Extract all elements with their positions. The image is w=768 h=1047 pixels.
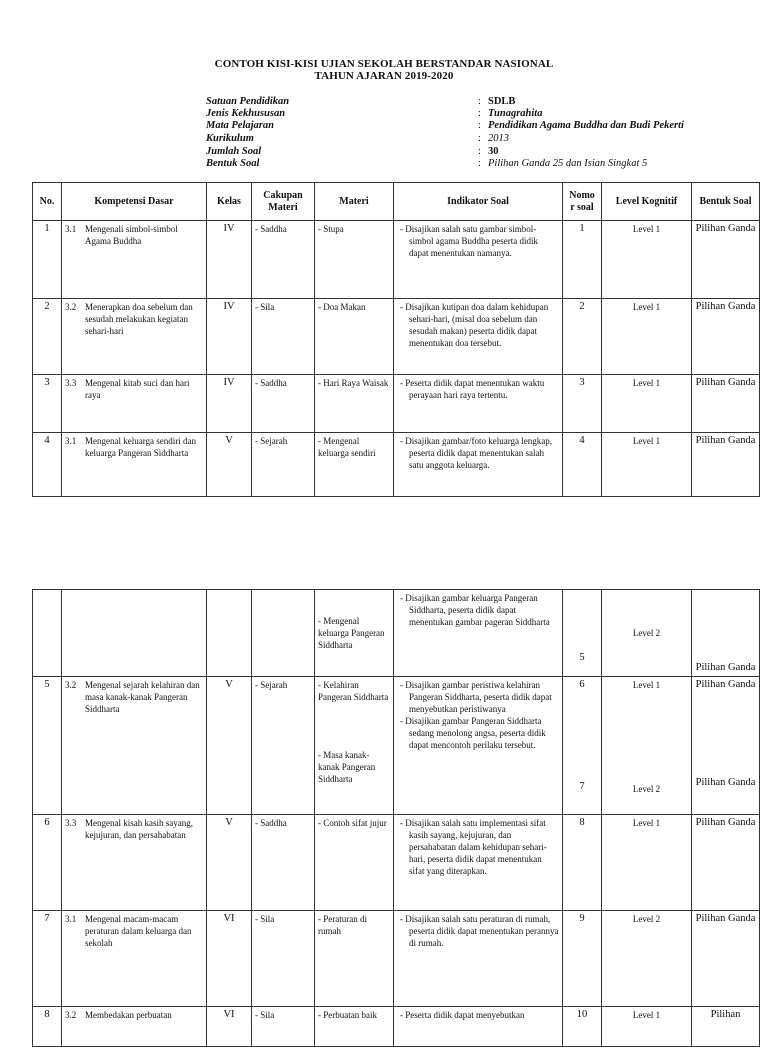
cell-level: Level 1 — [602, 433, 692, 497]
kd-text: Mengenal kitab suci dan hari raya — [85, 378, 190, 400]
cell-cakupan: - Sila — [252, 911, 315, 1007]
table-row — [33, 299, 760, 375]
nomor-a: 6 — [579, 679, 585, 690]
kd-code: 3.1 — [65, 914, 77, 924]
kd-code: 3.1 — [65, 436, 77, 446]
cell-bentuk: Pilihan Ganda — [692, 590, 760, 677]
kd-text: Membedakan perbuatan — [85, 1010, 172, 1020]
cell-materi: - Stupa — [315, 221, 394, 299]
cell-bentuk: Pilihan Ganda — [692, 299, 760, 375]
cell-kd — [62, 911, 207, 1007]
cell-indikator — [394, 1007, 563, 1047]
cell-nomor: 3 — [563, 375, 602, 433]
indikator-b: - Disajikan gambar Pangeran Siddharta sedang menolong angsa, peserta didik dapat mencontoh perilaku tersebut. — [400, 716, 546, 750]
cell-bentuk: Pilihan Ganda — [692, 911, 760, 1007]
level-a: Level 1 — [632, 680, 661, 690]
table-row — [33, 375, 760, 433]
meta-label: Bentuk Soal — [206, 158, 260, 169]
column-header: Level Kognitif — [602, 183, 692, 221]
cell-nomor: 9 — [563, 911, 602, 1007]
cell-cakupan: - Sila — [252, 1007, 315, 1047]
cell-level: Level 1 — [602, 375, 692, 433]
indikator-text: - Disajikan salah satu peraturan di rumah, peserta didik dapat menentukan perannya di rumah. — [400, 914, 559, 948]
bentuk-a: Pilihan Ganda — [695, 679, 756, 690]
cell-bentuk: Pilihan — [692, 1007, 760, 1047]
cell-level: Level 1 — [602, 299, 692, 375]
cell-cakupan: - Saddha — [252, 221, 315, 299]
meta-colon: : — [478, 158, 481, 169]
cell-kelas: IV — [207, 375, 252, 433]
table-row — [33, 221, 760, 299]
cell-kelas — [207, 590, 252, 677]
cell-materi: - Doa Makan — [315, 299, 394, 375]
meta-colon: : — [478, 108, 481, 119]
cell-nomor: 4 — [563, 433, 602, 497]
cell-kelas: V — [207, 433, 252, 497]
indikator-text: - Disajikan salah satu gambar simbol-simbol agama Buddha peserta didik dapat menentukan namanya. — [400, 224, 538, 258]
cell-level: Level 1 — [602, 1007, 692, 1047]
table-row — [33, 911, 760, 1007]
meta-value: SDLB — [488, 96, 516, 107]
grid-table-page1 — [32, 182, 760, 497]
cell-level — [602, 677, 692, 815]
cell-level: Level 1 — [602, 221, 692, 299]
meta-label: Mata Pelajaran — [206, 120, 274, 131]
table-row — [33, 590, 760, 677]
cell-kd — [62, 299, 207, 375]
kd-text: Mengenal kisah kasih sayang, kejujuran, dan persahabatan — [85, 818, 193, 840]
kd-text: Mengenal sejarah kelahiran dan masa kanak-kanak Pangeran Siddharta — [85, 680, 200, 714]
cell-bentuk: Pilihan Ganda — [692, 433, 760, 497]
meta-value: Pilihan Ganda 25 dan Isian Singkat 5 — [488, 158, 648, 169]
grid-table-page2 — [32, 589, 760, 1047]
cell-kd — [62, 815, 207, 911]
cell-no: 8 — [33, 1007, 62, 1047]
cell-materi: - Hari Raya Waisak — [315, 375, 394, 433]
cell-no: 5 — [33, 677, 62, 815]
cell-no: 2 — [33, 299, 62, 375]
cell-materi: - Peraturan di rumah — [315, 911, 394, 1007]
cell-cakupan: - Sila — [252, 299, 315, 375]
column-header: Bentuk Soal — [692, 183, 760, 221]
cell-kd — [62, 433, 207, 497]
cell-materi — [315, 677, 394, 815]
cell-materi: - Mengenal keluarga Pangeran Siddharta — [315, 590, 394, 677]
meta-label: Jumlah Soal — [206, 146, 262, 157]
indikator-a: - Disajikan gambar peristiwa kelahiran Pangeran Siddharta, peserta didik dapat menyebutkan peristiwanya — [400, 680, 552, 714]
cell-kelas: IV — [207, 221, 252, 299]
kd-text: Mengenal macam-macam peraturan dalam keluarga dan sekolah — [85, 914, 192, 948]
kd-text: Mengenal keluarga sendiri dan keluarga Pangeran Siddharta — [85, 436, 197, 458]
cell-nomor: 2 — [563, 299, 602, 375]
cell-nomor: 8 — [563, 815, 602, 911]
cell-materi: - Perbuatan baik — [315, 1007, 394, 1047]
cell-kelas: VI — [207, 911, 252, 1007]
cell-kd — [62, 221, 207, 299]
indikator-text: - Peserta didik dapat menentukan waktu perayaan hari raya tertentu. — [400, 378, 545, 400]
kd-text: Menerapkan doa sebelum dan sesudah melakukan kegiatan sehari-hari — [85, 302, 193, 336]
table-row — [33, 433, 760, 497]
cell-no: 6 — [33, 815, 62, 911]
indikator-text: - Disajikan gambar keluarga Pangeran Siddharta, peserta didik dapat menentukan gambar pageran Siddharta — [400, 593, 550, 627]
cell-kelas: V — [207, 815, 252, 911]
column-header: Nomo r soal — [563, 183, 602, 221]
kd-code: 3.1 — [65, 224, 77, 234]
column-header: Kompetensi Dasar — [62, 183, 207, 221]
cell-indikator — [394, 375, 563, 433]
column-header: Materi — [315, 183, 394, 221]
cell-materi: - Contoh sifat jujur — [315, 815, 394, 911]
cell-no: 1 — [33, 221, 62, 299]
cell-level: Level 2 — [602, 590, 692, 677]
cell-level: Level 2 — [602, 911, 692, 1007]
cell-bentuk: Pilihan Ganda — [692, 815, 760, 911]
cell-indikator — [394, 590, 563, 677]
nomor-b: 7 — [579, 781, 585, 792]
cell-nomor: 1 — [563, 221, 602, 299]
cell-cakupan — [252, 590, 315, 677]
indikator-text: - Disajikan kutipan doa dalam kehidupan sehari-hari, (misal doa sebelum dan sesudah makan) peserta didik dapat menentukan doa tersebut. — [400, 302, 549, 348]
column-header: Cakupan Materi — [252, 183, 315, 221]
cell-cakupan: - Saddha — [252, 815, 315, 911]
indikator-text: - Disajikan gambar/foto keluarga lengkap, peserta didik dapat menentukan salah satu anggota keluarga. — [400, 436, 553, 470]
meta-colon: : — [478, 146, 481, 157]
table-row — [33, 677, 760, 815]
cell-no: 4 — [33, 433, 62, 497]
kd-code: 3.2 — [65, 302, 77, 312]
cell-bentuk — [692, 677, 760, 815]
meta-label: Jenis Kekhususan — [206, 108, 286, 119]
bentuk-b: Pilihan Ganda — [695, 777, 756, 788]
cell-kelas: IV — [207, 299, 252, 375]
cell-level: Level 1 — [602, 815, 692, 911]
indikator-text: - Peserta didik dapat menyebutkan — [400, 1010, 525, 1020]
meta-value: 2013 — [488, 133, 509, 144]
column-header: Kelas — [207, 183, 252, 221]
cell-indikator — [394, 677, 563, 815]
document-title: CONTOH KISI-KISI UJIAN SEKOLAH BERSTANDAR NASIONAL — [214, 58, 554, 70]
cell-kelas: V — [207, 677, 252, 815]
cell-bentuk: Pilihan Ganda — [692, 375, 760, 433]
cell-indikator — [394, 299, 563, 375]
cell-nomor — [563, 677, 602, 815]
cell-cakupan: - Sejarah — [252, 677, 315, 815]
meta-value: 30 — [488, 146, 499, 157]
meta-label: Satuan Pendidikan — [206, 96, 290, 107]
cell-indikator — [394, 911, 563, 1007]
meta-label: Kurikulum — [206, 133, 254, 144]
column-header: Indikator Soal — [394, 183, 563, 221]
meta-value: Pendidikan Agama Buddha dan Budi Pekerti — [488, 120, 684, 131]
cell-kd — [62, 375, 207, 433]
kd-code: 3.3 — [65, 818, 77, 828]
cell-kd — [62, 590, 207, 677]
cell-nomor: 10 — [563, 1007, 602, 1047]
table-header-row — [33, 183, 760, 221]
column-header: No. — [33, 183, 62, 221]
meta-colon: : — [478, 133, 481, 144]
kd-code: 3.2 — [65, 680, 77, 690]
materi-a: - Kelahiran Pangeran Siddharta — [318, 680, 389, 702]
cell-kelas: VI — [207, 1007, 252, 1047]
cell-materi: - Mengenal keluarga sendiri — [315, 433, 394, 497]
cell-indikator — [394, 433, 563, 497]
kd-text: Mengenali simbol-simbol Agama Buddha — [85, 224, 178, 246]
cell-kd — [62, 677, 207, 815]
meta-value: Tunagrahita — [488, 108, 543, 119]
table-row — [33, 1007, 760, 1047]
cell-nomor: 5 — [563, 590, 602, 677]
materi-b: - Masa kanak-kanak Pangeran Siddharta — [318, 750, 376, 784]
meta-colon: : — [478, 96, 481, 107]
table-row — [33, 815, 760, 911]
cell-cakupan: - Saddha — [252, 375, 315, 433]
cell-cakupan: - Sejarah — [252, 433, 315, 497]
cell-indikator — [394, 221, 563, 299]
kd-code: 3.3 — [65, 378, 77, 388]
cell-no — [33, 590, 62, 677]
level-b: Level 2 — [632, 784, 661, 794]
indikator-text: - Disajikan salah satu implementasi sifat kasih sayang, kejujuran, dan persahabatan dalam kehidupan sehari-hari, peserta didik dapat menentukan sifat yang diterapkan. — [400, 818, 547, 876]
cell-bentuk: Pilihan Ganda — [692, 221, 760, 299]
cell-no: 7 — [33, 911, 62, 1007]
cell-kd — [62, 1007, 207, 1047]
meta-colon: : — [478, 120, 481, 131]
document-subtitle: TAHUN AJARAN 2019-2020 — [314, 70, 454, 82]
cell-indikator — [394, 815, 563, 911]
cell-no: 3 — [33, 375, 62, 433]
kd-code: 3.2 — [65, 1010, 77, 1020]
